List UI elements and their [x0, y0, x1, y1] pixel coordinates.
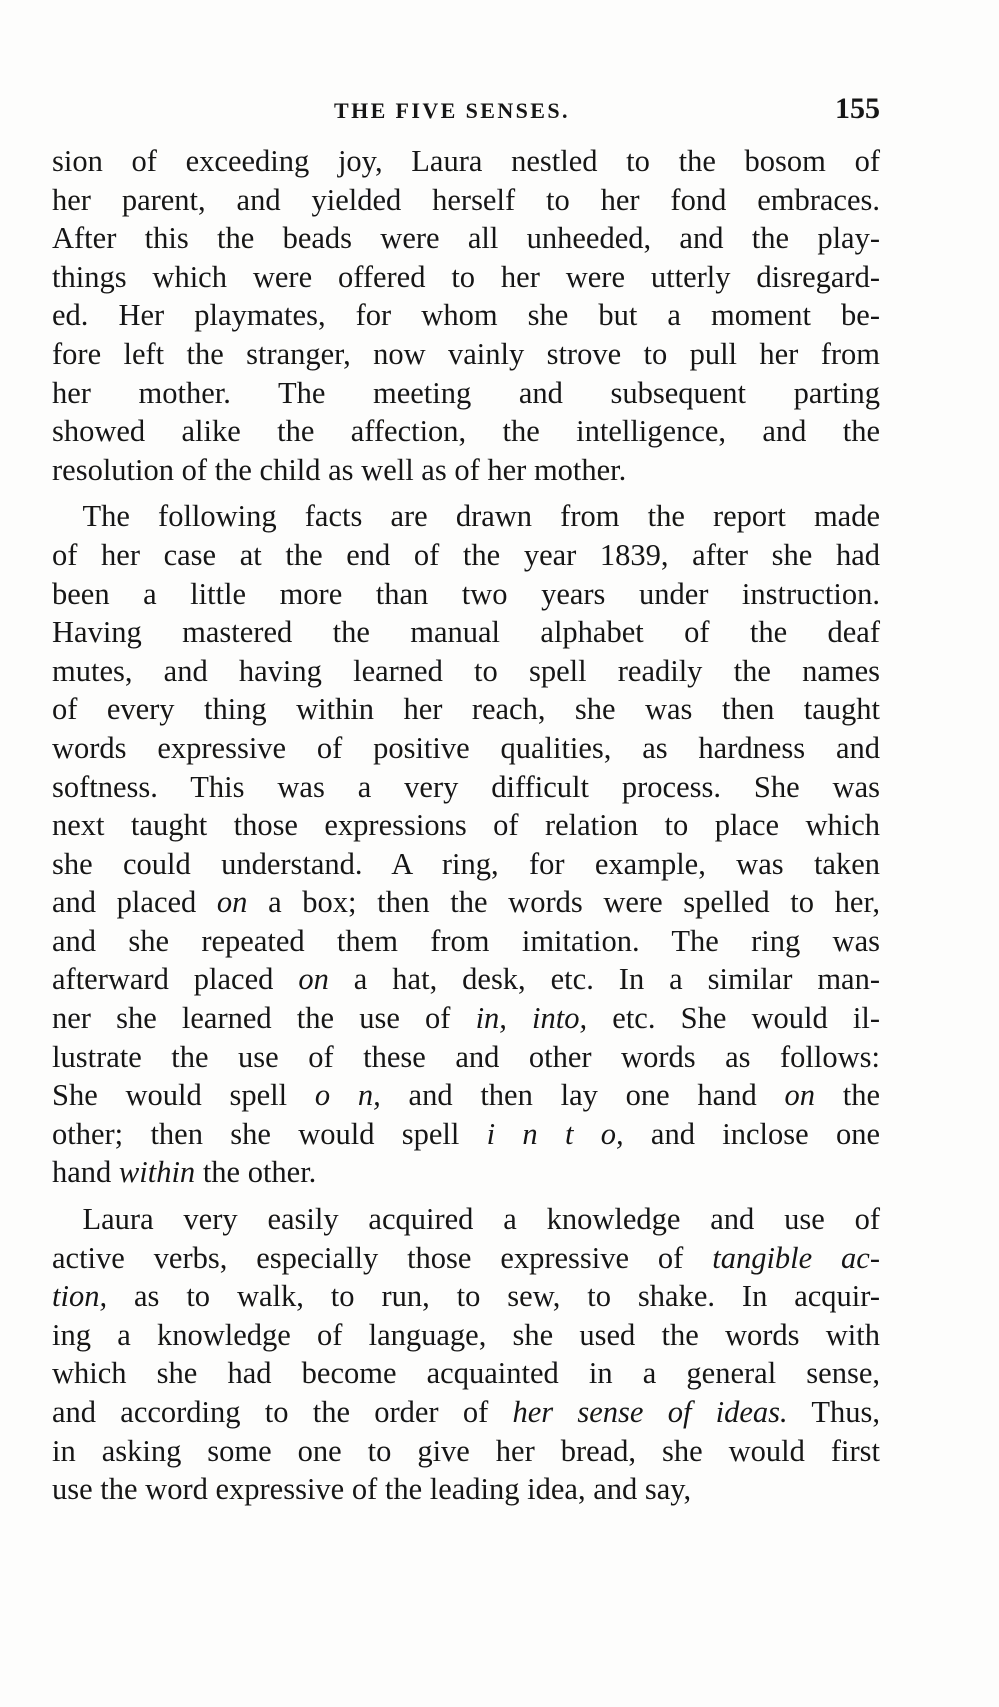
- text-segment: softness. This was a very difficult process. She was: [52, 769, 880, 804]
- text-segment: her parent, and yielded herself to her fond embraces.: [52, 182, 880, 217]
- text-line: [52, 1038, 880, 1077]
- text-segment: and then lay one hand: [380, 1078, 785, 1113]
- italic-text: in, into,: [475, 1001, 588, 1036]
- text-segment: and according to the order of: [52, 1395, 513, 1429]
- paragraph-gap: [52, 489, 880, 497]
- text-segment: lustrate the use of these and other words as follows:: [52, 1039, 880, 1074]
- text-line: [52, 1277, 880, 1316]
- text-segment: she could understand. A ring, for example, was taken: [52, 846, 880, 881]
- text-line: [52, 412, 880, 451]
- body-text: [52, 142, 880, 1509]
- text-segment: mutes, and having learned to spell readily the names: [52, 653, 880, 688]
- paragraph: [52, 1200, 880, 1509]
- text-line: [52, 652, 880, 691]
- text-segment: a hat, desk, etc. In a similar man-: [328, 962, 880, 997]
- italic-text: on: [784, 1078, 815, 1113]
- text-segment: After this the beads were all unheeded, and the play-: [52, 221, 880, 256]
- text-line: [52, 181, 880, 220]
- text-segment: the: [814, 1078, 881, 1113]
- text-segment: of her case at the end of the year 1839, after she had: [52, 537, 880, 572]
- text-line: [52, 729, 880, 768]
- paragraph-gap: [52, 1192, 880, 1200]
- text-segment: ner she learned the use of: [52, 1001, 476, 1036]
- text-segment: things which were offered to her were utterly disregard-: [52, 259, 880, 294]
- text-segment: Having mastered the manual alphabet of the deaf: [52, 615, 880, 650]
- text-line: [52, 497, 880, 536]
- text-segment: next taught those expressions of relation to place which: [52, 808, 880, 843]
- page-number: 155: [835, 92, 880, 125]
- text-segment: use the word expressive of the leading idea, and say,: [52, 1472, 692, 1507]
- text-line: [52, 845, 880, 884]
- text-segment: been a little more than two years under instruction.: [52, 576, 880, 611]
- text-line: [52, 613, 880, 652]
- italic-text: tion,: [52, 1279, 108, 1314]
- text-line: [52, 768, 880, 807]
- text-segment: and placed: [52, 885, 217, 920]
- text-line: [52, 575, 880, 614]
- text-segment: Laura very easily acquired a knowledge and use of: [52, 1202, 880, 1237]
- text-line: [52, 1115, 880, 1154]
- text-line: [52, 142, 880, 181]
- text-line: [52, 335, 880, 374]
- text-line: [52, 883, 880, 922]
- text-line: [52, 1354, 880, 1393]
- text-segment: Thus,: [787, 1395, 881, 1429]
- text-line: [52, 374, 880, 413]
- text-line: [52, 258, 880, 297]
- text-line: [52, 690, 880, 729]
- text-segment: the other.: [195, 1155, 317, 1190]
- text-segment: The following facts are drawn from the report made: [52, 499, 880, 534]
- text-segment: words expressive of positive qualities, as hardness and: [52, 730, 880, 765]
- text-segment: resolution of the child as well as of her mother.: [52, 452, 627, 487]
- text-segment: which she had become acquainted in a general sense,: [52, 1356, 880, 1391]
- text-segment: her mother. The meeting and subsequent parting: [52, 375, 880, 410]
- text-segment: as to walk, to run, to sew, to shake. In acquir-: [107, 1279, 880, 1314]
- italic-text: i n t o,: [486, 1116, 624, 1151]
- text-line: [52, 999, 880, 1038]
- text-line: [52, 1200, 880, 1239]
- text-line: [52, 1393, 880, 1432]
- text-line: [52, 1076, 880, 1115]
- text-segment: a box; then the words were spelled to her,: [247, 885, 881, 920]
- text-segment: sion of exceeding joy, Laura nestled to the bosom of: [52, 144, 880, 178]
- text-line: [52, 1470, 880, 1509]
- text-segment: other; then she would spell: [52, 1116, 487, 1151]
- text-line: [52, 806, 880, 845]
- italic-text: o n,: [314, 1078, 381, 1113]
- paragraph: [52, 142, 880, 489]
- text-line: [52, 296, 880, 335]
- italic-text: her sense of ideas.: [512, 1395, 788, 1429]
- text-segment: fore left the stranger, now vainly strove to pull her from: [52, 336, 880, 371]
- italic-text: on: [298, 962, 329, 997]
- text-line: [52, 219, 880, 258]
- text-segment: hand: [52, 1155, 119, 1190]
- text-segment: etc. She would il-: [587, 1001, 881, 1036]
- text-line: [52, 960, 880, 999]
- text-segment: afterward placed: [52, 962, 299, 997]
- text-segment: ing a knowledge of language, she used the words with: [52, 1317, 880, 1352]
- paragraph: [52, 497, 880, 1192]
- text-segment: of every thing within her reach, she was then taught: [52, 692, 880, 727]
- text-line: [52, 1316, 880, 1355]
- italic-text: tangible ac-: [712, 1240, 880, 1275]
- text-line: [52, 922, 880, 961]
- text-segment: and she repeated them from imitation. The ring was: [52, 923, 880, 958]
- text-segment: She would spell: [52, 1078, 315, 1113]
- italic-text: on: [216, 885, 248, 920]
- text-segment: showed alike the affection, the intelligence, and the: [52, 414, 880, 449]
- text-segment: active verbs, especially those expressive of: [52, 1240, 713, 1275]
- text-line: [52, 536, 880, 575]
- page-header: [52, 92, 880, 132]
- text-segment: ed. Her playmates, for whom she but a moment be-: [52, 298, 880, 333]
- italic-text: within: [118, 1155, 196, 1190]
- text-line: [52, 1432, 880, 1471]
- text-segment: and inclose one: [623, 1116, 880, 1151]
- text-line: [52, 1239, 880, 1278]
- running-head: THE FIVE SENSES.: [334, 98, 570, 123]
- text-line: [52, 451, 880, 490]
- text-line: [52, 1153, 880, 1192]
- text-segment: in asking some one to give her bread, she would first: [52, 1433, 880, 1468]
